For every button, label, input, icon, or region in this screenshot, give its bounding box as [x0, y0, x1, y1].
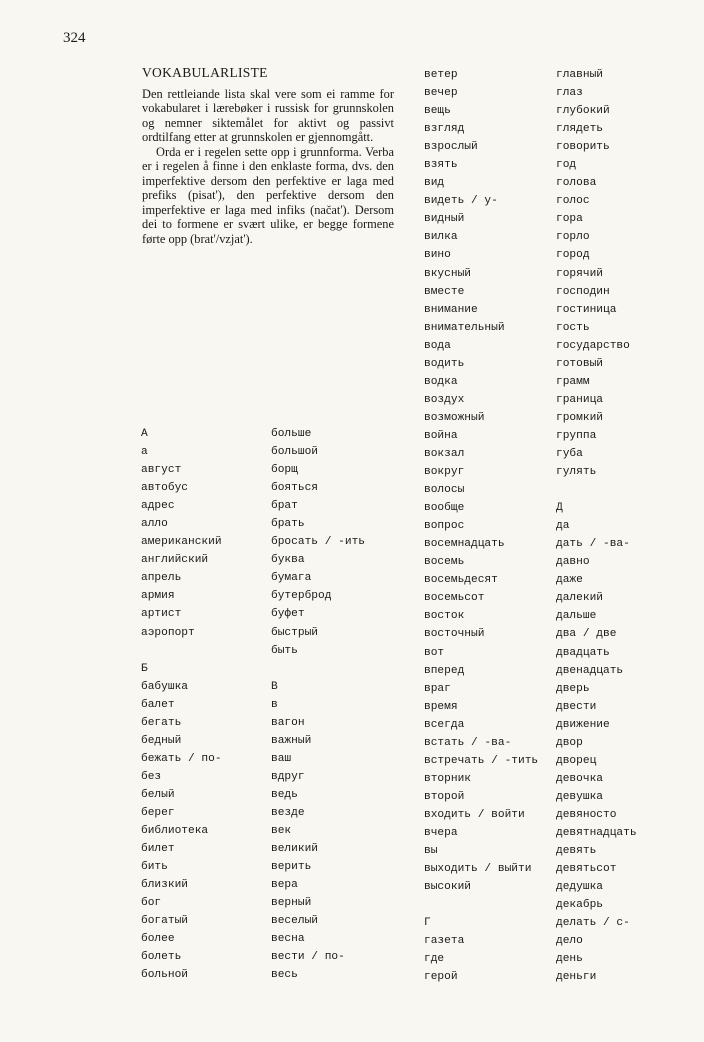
vocab-word: двести [556, 700, 597, 713]
vocab-word: более [141, 933, 175, 946]
vocab-word: девятьсот [556, 863, 617, 876]
vocab-word: год [556, 159, 577, 172]
vocab-word: далекий [556, 592, 603, 605]
vocab-word: богатый [141, 915, 188, 928]
vocab-word: вечер [424, 87, 458, 100]
vocab-word: бог [141, 897, 162, 910]
vocab-word: глядеть [556, 123, 603, 136]
vocab-word: взгляд [424, 123, 465, 136]
vocab-word: гулять [556, 466, 597, 479]
vocab-word: главный [556, 69, 603, 81]
vocab-word: ведь [271, 788, 298, 801]
vocab-word: вести / по- [271, 951, 345, 964]
vocab-word: давно [556, 556, 590, 569]
vocab-word: восемнадцать [424, 538, 505, 551]
vocab-word: где [424, 953, 445, 966]
vocab-word: война [424, 429, 458, 442]
vocab-word: гость [556, 321, 590, 334]
vocab-word: вторник [424, 772, 471, 785]
vocab-word: бутерброд [271, 590, 332, 603]
vocab-word: бояться [271, 482, 318, 495]
vocab-word: вещь [424, 105, 451, 118]
vocab-word: вода [424, 339, 451, 352]
vocab-word: вот [424, 646, 445, 659]
vocab-word: апрель [141, 572, 182, 585]
vocab-word: дверь [556, 682, 590, 695]
vocab-word: два / две [556, 628, 617, 641]
vocab-word: дворец [556, 754, 597, 767]
vocab-word: группа [556, 429, 597, 442]
letter-heading: Г [424, 917, 431, 930]
vocab-word: без [141, 770, 162, 783]
vocab-word: даже [556, 574, 583, 587]
vocab-word: восемь [424, 556, 465, 569]
vocab-word: важный [271, 734, 312, 747]
vocab-word: входить / войти [424, 808, 525, 821]
vocab-word: вообще [424, 502, 465, 515]
vocab-word: государство [556, 339, 630, 352]
vocab-word: волосы [424, 484, 465, 497]
vocab-word: вчера [424, 826, 458, 839]
vocab-word: бумага [271, 572, 312, 585]
vocab-word: готовый [556, 357, 603, 370]
vocab-word: верить [271, 861, 312, 874]
vocab-word: везде [271, 806, 305, 819]
vocab-word: адрес [141, 500, 175, 513]
vocab-word: близкий [141, 879, 188, 892]
vocab-word: больше [271, 428, 312, 440]
vocab-word: гора [556, 213, 583, 226]
vocab-word: голова [556, 177, 597, 190]
letter-heading: Д [556, 502, 563, 515]
vocab-word: веселый [271, 915, 318, 928]
vocab-word: болеть [141, 951, 182, 964]
vocab-word: армия [141, 590, 175, 603]
vocab-word: бросать / -ить [271, 536, 365, 549]
vocab-word: взрослый [424, 141, 478, 154]
vocab-word: дальше [556, 610, 597, 623]
vocab-word: деньги [556, 971, 597, 984]
vocab-word: больной [141, 969, 188, 982]
vocab-word: второй [424, 790, 465, 803]
vocab-word: вагон [271, 716, 305, 729]
vocab-word: взять [424, 159, 458, 172]
vocab-word: встать / -ва- [424, 736, 512, 749]
vocab-word: вера [271, 879, 298, 892]
vocab-word: восемьдесят [424, 574, 498, 587]
vocab-word: воздух [424, 393, 465, 406]
vocab-word: большой [271, 446, 318, 459]
vocab-word: весна [271, 933, 305, 946]
vocab-word: буфет [271, 608, 305, 621]
vocab-word: девушка [556, 790, 603, 803]
vocab-word: вы [424, 845, 438, 858]
vocab-word: всегда [424, 718, 465, 731]
vocab-word: вокруг [424, 466, 465, 479]
vocab-word: день [556, 953, 583, 966]
vocab-word: выходить / выйти [424, 863, 532, 876]
vocab-word: девочка [556, 772, 603, 785]
vocab-word: бить [141, 861, 168, 874]
vocab-word: век [271, 825, 292, 838]
vocab-word: вдруг [271, 770, 305, 783]
vocab-word: водить [424, 357, 465, 370]
vocab-word: артист [141, 608, 182, 621]
vocab-word: американский [141, 536, 222, 549]
vocab-word: двадцать [556, 646, 610, 659]
vocab-word: внимание [424, 303, 478, 316]
vocab-word: восточный [424, 628, 485, 641]
vocab-word: говорить [556, 141, 610, 154]
vocab-word: брат [271, 500, 298, 513]
vocab-word: губа [556, 447, 583, 460]
vocab-word: вокзал [424, 447, 465, 460]
letter-heading: А [141, 428, 148, 440]
vocab-word: голос [556, 195, 590, 208]
vocab-word: вперед [424, 664, 465, 677]
vocab-word: август [141, 464, 182, 477]
vocab-word: вопрос [424, 520, 465, 533]
word-column-4 [556, 66, 637, 986]
spacer [424, 896, 538, 914]
vocab-word: глубокий [556, 105, 610, 118]
vocab-word: восемьсот [424, 592, 485, 605]
vocab-word: автобус [141, 482, 188, 495]
vocab-word: брать [271, 518, 305, 531]
vocab-word: бежать / по- [141, 752, 222, 765]
vocab-word: высокий [424, 881, 471, 894]
vocab-word: вино [424, 249, 451, 262]
letter-heading: В [271, 680, 278, 693]
page-number: 324 [63, 30, 86, 46]
vocab-word: английский [141, 554, 209, 567]
word-column-1 [141, 425, 222, 984]
vocab-word: буква [271, 554, 305, 567]
vocab-word: двор [556, 736, 583, 749]
vocab-word: время [424, 700, 458, 713]
vocab-word: господин [556, 285, 610, 298]
vocab-word: в [271, 698, 278, 711]
vocab-word: газета [424, 935, 465, 948]
vocab-word: белый [141, 788, 175, 801]
vocab-word: внимательный [424, 321, 505, 334]
spacer [271, 660, 365, 678]
word-column-3 [424, 66, 538, 986]
vocab-word: встречать / -тить [424, 754, 539, 767]
vocab-word: восток [424, 610, 465, 623]
vocab-word: девятнадцать [556, 826, 637, 839]
vocab-word: великий [271, 843, 318, 856]
vocab-word: глаз [556, 87, 583, 100]
letter-heading: Б [141, 662, 148, 675]
vocab-word: горло [556, 231, 590, 244]
vocab-word: весь [271, 969, 298, 982]
vocab-word: аэропорт [141, 626, 195, 639]
vocab-word: вкусный [424, 267, 471, 280]
vocab-word: гостиница [556, 303, 617, 316]
intro-paragraph-2: Orda er i regelen sette opp i grunnforma. Verba er i regelen å finne i den enklaste forma, dvs. den imperfektive dersom den perfektive er laga med prefiks (pisat'), den perfektive dersom den imperfektive er laga med infiks (načat'). Dersom dei to formene er svært ulike, er begge formene førte opp (brat'/vzjat'). [142, 144, 394, 246]
vocab-word: дело [556, 935, 583, 948]
vocab-word: возможный [424, 411, 485, 424]
vocab-word: водка [424, 375, 458, 388]
intro-paragraph-1: Den rettleiande lista skal vere som ei ramme for vokabularet i lærebøker i russisk for grunnskolen og nemner siktemålet for aktivt og passivt ordtilfang etter at grunnskolen er gjennomgått. [142, 86, 394, 144]
vocab-word: ветер [424, 69, 458, 81]
vocab-word: движение [556, 718, 610, 731]
vocab-word: граница [556, 393, 603, 406]
vocab-word: девять [556, 845, 597, 858]
vocab-word: да [556, 520, 570, 533]
vocab-word: бедный [141, 734, 182, 747]
vocab-word: вилка [424, 231, 458, 244]
vocab-word: город [556, 249, 590, 262]
intro-section [142, 66, 394, 246]
vocab-word: быстрый [271, 626, 318, 639]
vocab-word: библиотека [141, 825, 209, 838]
vocab-word: а [141, 446, 148, 459]
vocab-word: алло [141, 518, 168, 531]
vocab-word: дать / -ва- [556, 538, 630, 551]
vocab-word: декабрь [556, 899, 603, 912]
vocab-word: делать / с- [556, 917, 630, 930]
vocab-word: быть [271, 644, 298, 657]
vocab-word: горячий [556, 267, 603, 280]
vocab-word: грамм [556, 375, 590, 388]
vocab-word: борщ [271, 464, 298, 477]
vocab-word: дедушка [556, 881, 603, 894]
vocab-word: берег [141, 806, 175, 819]
vocab-word: громкий [556, 411, 603, 424]
vocab-word: вид [424, 177, 445, 190]
vocab-word: видеть / у- [424, 195, 498, 208]
vocab-word: ваш [271, 752, 292, 765]
word-column-2 [271, 425, 365, 984]
vocab-word: герой [424, 971, 458, 984]
vocab-word: видный [424, 213, 465, 226]
vocab-word: бегать [141, 716, 182, 729]
spacer [556, 481, 637, 499]
spacer [141, 642, 222, 660]
vocab-word: билет [141, 843, 175, 856]
vocab-word: враг [424, 682, 451, 695]
vocab-word: двенадцать [556, 664, 624, 677]
vocab-word: балет [141, 698, 175, 711]
vocab-word: бабушка [141, 680, 188, 693]
vocab-word: верный [271, 897, 312, 910]
vocab-word: вместе [424, 285, 465, 298]
vocab-word: девяносто [556, 808, 617, 821]
section-title: VOKABULARLISTE [142, 65, 268, 80]
